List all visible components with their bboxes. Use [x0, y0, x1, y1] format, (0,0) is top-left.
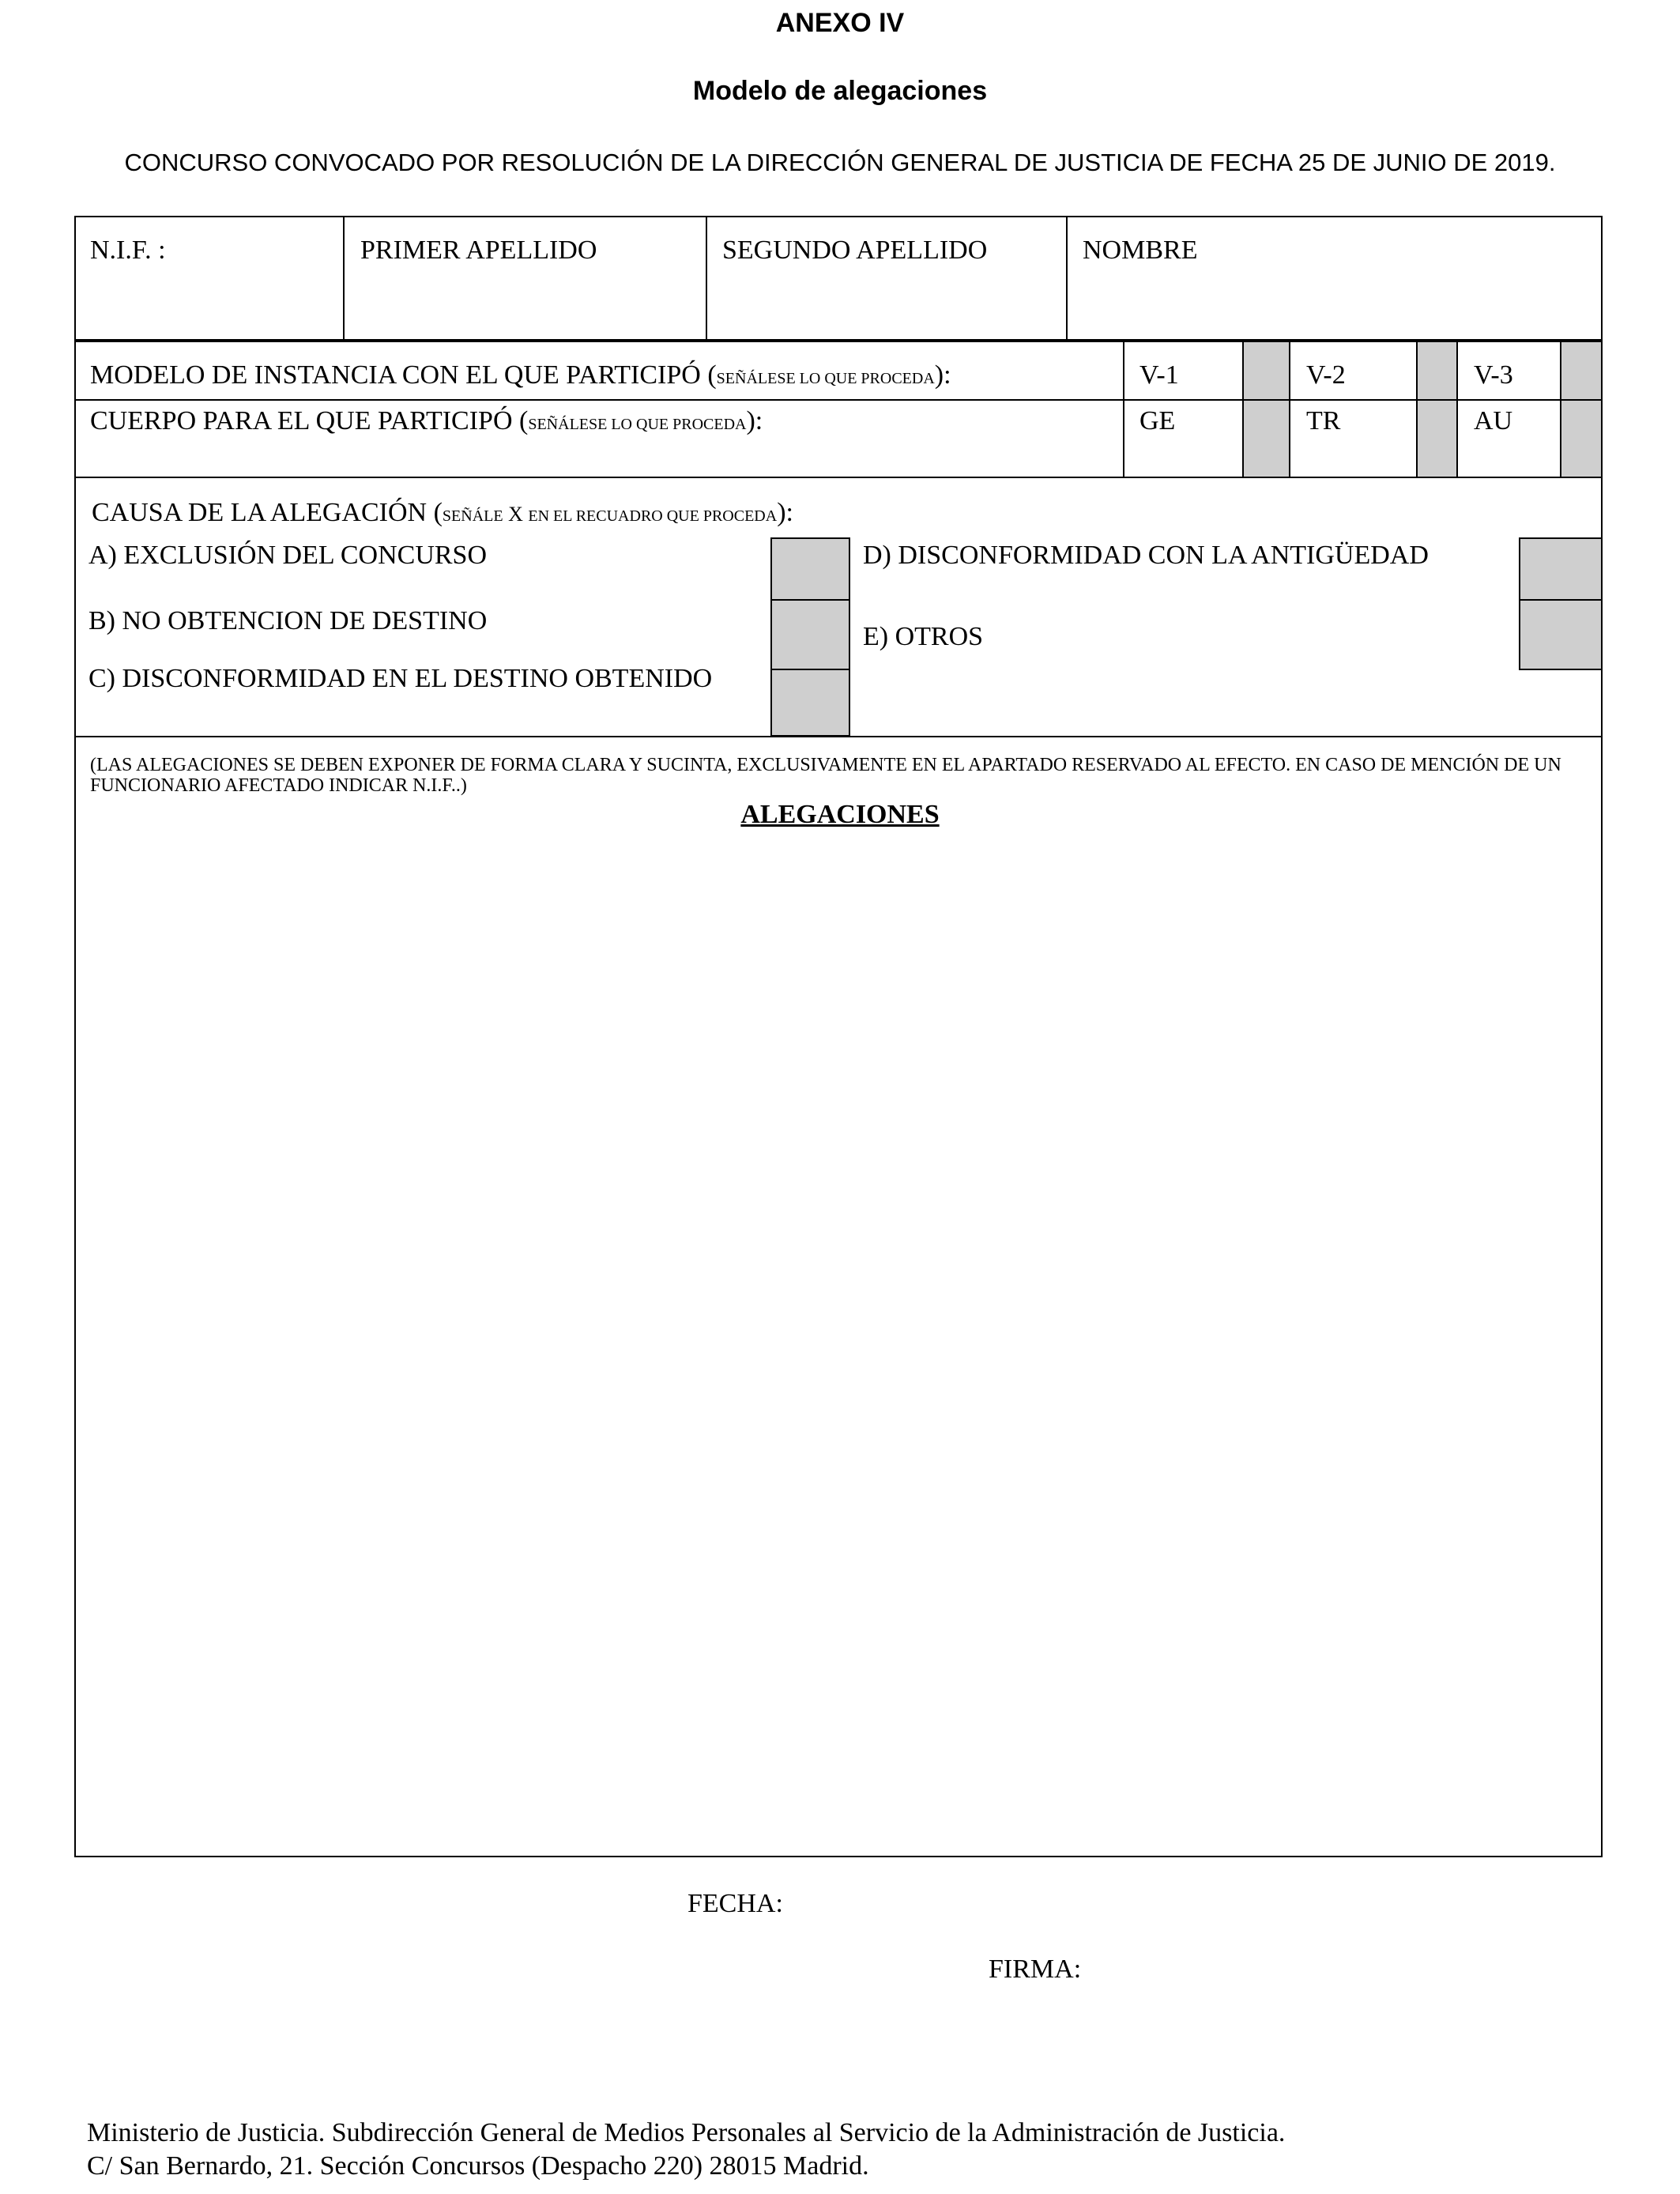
checkbox-v2[interactable] — [1416, 341, 1458, 401]
annex-title: ANEXO IV — [775, 8, 905, 38]
model-instance-label: MODELO DE INSTANCIA CON EL QUE PARTICIPÓ (SEÑÁLESE LO QUE PROCEDA): — [90, 360, 951, 390]
nif-field[interactable] — [79, 273, 340, 336]
divider — [1066, 216, 1068, 341]
checkbox-b[interactable] — [770, 599, 850, 670]
signature-label: FIRMA: — [989, 1955, 1082, 1984]
checkbox-e[interactable] — [1519, 599, 1603, 670]
model-title: Modelo de alegaciones — [692, 76, 988, 106]
signature-field[interactable] — [1098, 1951, 1573, 1990]
option-tr-label: TR — [1306, 406, 1341, 435]
allegations-title: ALEGACIONES — [740, 800, 940, 829]
nif-label: N.I.F. : — [90, 236, 166, 265]
option-a-label: A) EXCLUSIÓN DEL CONCURSO — [89, 541, 488, 570]
footer-ministry: Ministerio de Justicia. Subdirección General de Medios Personales al Servicio de la Administración de Justicia. — [87, 2118, 1286, 2147]
checkbox-au[interactable] — [1560, 399, 1603, 478]
option-v1-label: V-1 — [1139, 360, 1179, 390]
checkbox-a[interactable] — [770, 537, 850, 601]
date-label: FECHA: — [687, 1889, 783, 1918]
checkbox-d[interactable] — [1519, 537, 1603, 601]
divider — [1123, 341, 1124, 478]
checkbox-ge[interactable] — [1242, 399, 1290, 478]
checkbox-v3[interactable] — [1560, 341, 1603, 401]
cause-label: CAUSA DE LA ALEGACIÓN (SEÑÁLE X EN EL RECUADRO QUE PROCEDA): — [92, 498, 793, 527]
divider — [706, 216, 707, 341]
checkbox-c[interactable] — [770, 669, 850, 737]
option-c-label: C) DISCONFORMIDAD EN EL DESTINO OBTENIDO — [89, 664, 713, 693]
contest-heading: CONCURSO CONVOCADO POR RESOLUCIÓN DE LA DIRECCIÓN GENERAL DE JUSTICIA DE FECHA 25 DE JUNIO DE 2019. — [124, 149, 1556, 176]
checkbox-v1[interactable] — [1242, 341, 1290, 401]
option-v2-label: V-2 — [1306, 360, 1346, 390]
second-surname-field[interactable] — [710, 273, 1062, 336]
first-surname-label: PRIMER APELLIDO — [360, 236, 597, 265]
divider — [343, 216, 345, 341]
allegations-text-area[interactable] — [79, 838, 1596, 1849]
date-field[interactable] — [790, 1885, 1185, 1924]
checkbox-tr[interactable] — [1416, 399, 1458, 478]
name-field[interactable] — [1071, 273, 1599, 336]
footer-address: C/ San Bernardo, 21. Sección Concursos (Despacho 220) 28015 Madrid. — [87, 2151, 869, 2181]
first-surname-field[interactable] — [348, 273, 702, 336]
option-v3-label: V-3 — [1474, 360, 1513, 390]
second-surname-label: SEGUNDO APELLIDO — [722, 236, 988, 265]
name-label: NOMBRE — [1083, 236, 1198, 265]
option-d-label: D) DISCONFORMIDAD CON LA ANTIGÜEDAD — [863, 541, 1429, 570]
option-e-label: E) OTROS — [863, 622, 984, 651]
option-ge-label: GE — [1139, 406, 1176, 435]
allegations-note: (LAS ALEGACIONES SE DEBEN EXPONER DE FORMA CLARA Y SUCINTA, EXCLUSIVAMENTE EN EL APARTADO RESERVADO AL EFECTO. EN CASO DE MENCIÓN DE UN FUNCIONARIO AFECTADO INDICAR N.I.F..) — [90, 755, 1561, 796]
body-label: CUERPO PARA EL QUE PARTICIPÓ (SEÑÁLESE LO QUE PROCEDA): — [90, 406, 763, 435]
divider — [74, 399, 1603, 401]
option-au-label: AU — [1474, 406, 1513, 435]
option-b-label: B) NO OBTENCION DE DESTINO — [89, 606, 488, 635]
